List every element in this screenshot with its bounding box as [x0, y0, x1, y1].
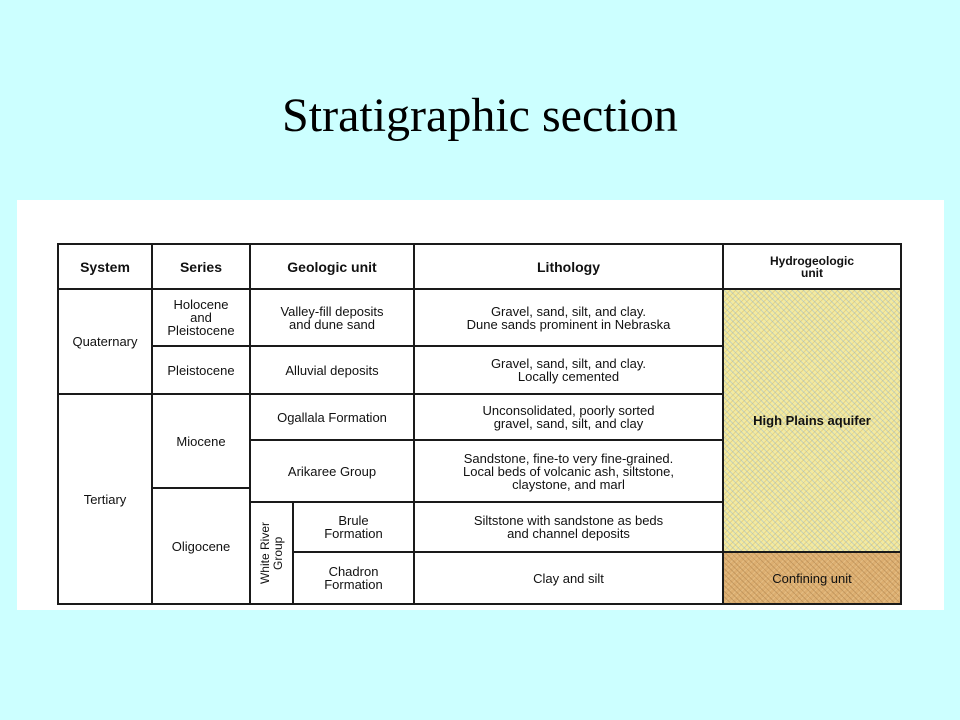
header-system: System	[57, 243, 153, 290]
lithology-row-6: Clay and silt	[413, 551, 724, 605]
header-series: Series	[151, 243, 251, 290]
unit-alluvial: Alluvial deposits	[249, 345, 415, 395]
hydro-high-plains-aquifer: High Plains aquifer	[722, 288, 902, 553]
series-holocene-pleistocene: Holocene and Pleistocene	[151, 288, 251, 347]
unit-arikaree: Arikaree Group	[249, 439, 415, 503]
unit-chadron: Chadron Formation	[292, 551, 415, 605]
unit-brule: Brule Formation	[292, 501, 415, 553]
series-miocene: Miocene	[151, 393, 251, 489]
unit-white-river-group	[249, 501, 294, 605]
lithology-row-4: Sandstone, fine-to very fine-grained. Local beds of volcanic ash, siltstone, claystone, and marl	[413, 439, 724, 503]
lithology-row-1: Gravel, sand, silt, and clay. Dune sands prominent in Nebraska	[413, 288, 724, 347]
stratigraphic-table-figure	[17, 200, 944, 610]
hydro-confining-unit: Confining unit	[722, 551, 902, 605]
lithology-row-2: Gravel, sand, silt, and clay. Locally cemented	[413, 345, 724, 395]
lithology-row-5: Siltstone with sandstone as beds and channel deposits	[413, 501, 724, 553]
lithology-row-3: Unconsolidated, poorly sorted gravel, sand, silt, and clay	[413, 393, 724, 441]
unit-ogallala: Ogallala Formation	[249, 393, 415, 441]
slide-title: Stratigraphic section	[282, 89, 678, 142]
header-hydrogeologic-unit: Hydrogeologic unit	[722, 243, 902, 290]
header-geologic-unit: Geologic unit	[249, 243, 415, 290]
unit-valley-fill: Valley-fill deposits and dune sand	[249, 288, 415, 347]
header-lithology: Lithology	[413, 243, 724, 290]
series-pleistocene: Pleistocene	[151, 345, 251, 395]
unit-white-river-label: White River Group	[257, 521, 285, 584]
system-quaternary: Quaternary	[57, 288, 153, 395]
system-tertiary: Tertiary	[57, 393, 153, 605]
series-oligocene: Oligocene	[151, 487, 251, 605]
